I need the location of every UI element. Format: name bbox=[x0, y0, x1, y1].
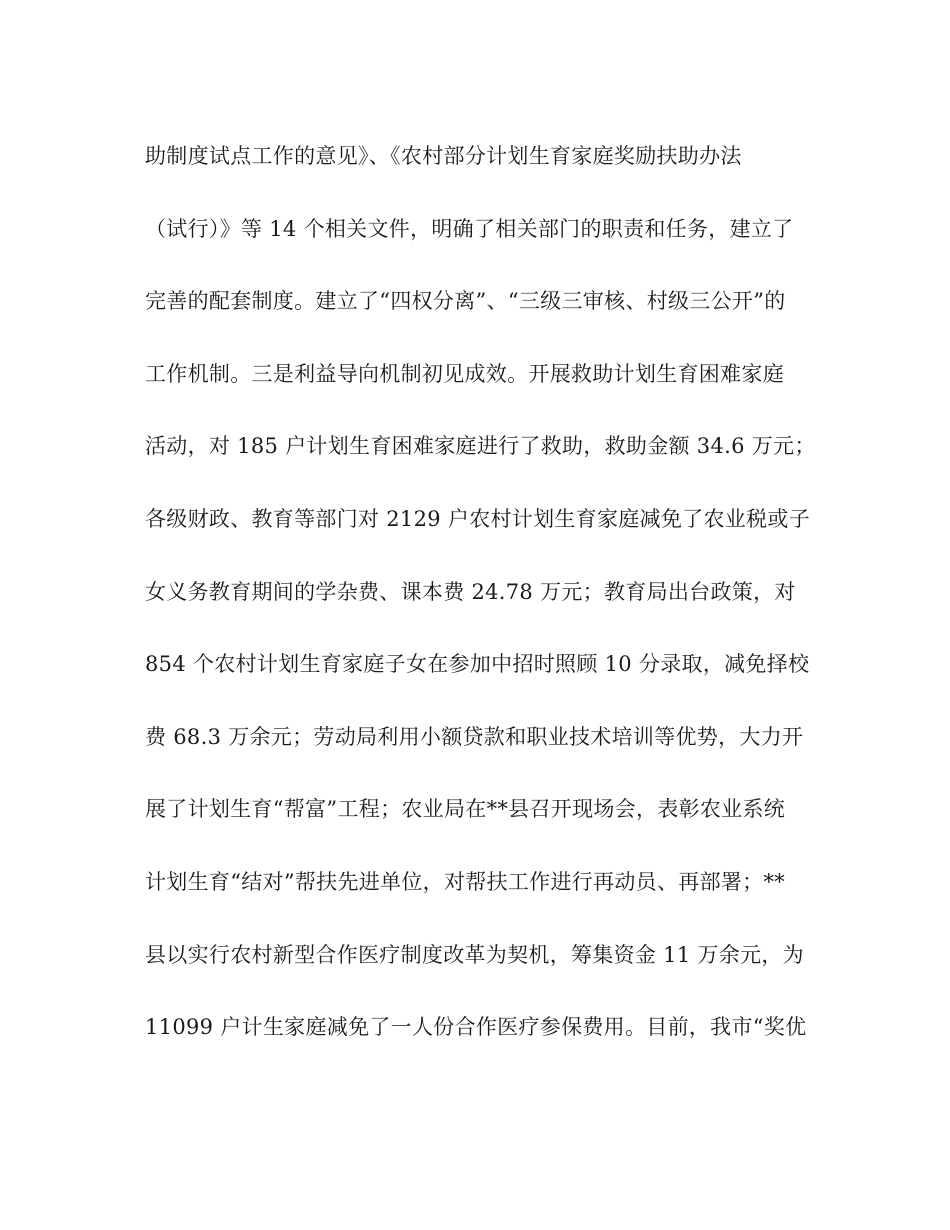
text-line: 活动，对 185 户计划生育困难家庭进行了救助，救助金额 34.6 万元； bbox=[145, 434, 816, 459]
text-line: 11099 户计生家庭减免了一人份合作医疗参保费用。目前，我市“奖优 bbox=[145, 1015, 807, 1040]
text-line: 女义务教育期间的学杂费、课本费 24.78 万元；教育局出台政策，对 bbox=[145, 579, 796, 604]
text-line: 展了计划生育“帮富”工程；农业局在**县召开现场会，表彰农业系统 bbox=[145, 797, 786, 822]
text-line: 工作机制。三是利益导向机制初见成效。开展救助计划生育困难家庭 bbox=[145, 361, 784, 386]
body-text bbox=[145, 138, 825, 1082]
text-line: 县以实行农村新型合作医疗制度改革为契机，筹集资金 11 万余元，为 bbox=[145, 942, 804, 967]
text-line: 费 68.3 万余元；劳动局利用小额贷款和职业技术培训等优势，大力开 bbox=[145, 724, 804, 749]
text-line: （试行）》等 14 个相关文件，明确了相关部门的职责和任务，建立了 bbox=[145, 216, 794, 241]
text-line: 助制度试点工作的意见》、《农村部分计划生育家庭奖励扶助办法 bbox=[145, 144, 742, 168]
text-line: 完善的配套制度。建立了“四权分离”、“三级三审核、村级三公开”的 bbox=[145, 289, 786, 314]
text-line: 计划生育“结对”帮扶先进单位，对帮扶工作进行再动员、再部署；** bbox=[145, 869, 786, 894]
text-line: 各级财政、教育等部门对 2129 户农村计划生育家庭减免了农业税或子 bbox=[145, 506, 810, 531]
text-line: 854 个农村计划生育家庭子女在参加中招时照顾 10 分录取，减免择校 bbox=[145, 652, 810, 677]
